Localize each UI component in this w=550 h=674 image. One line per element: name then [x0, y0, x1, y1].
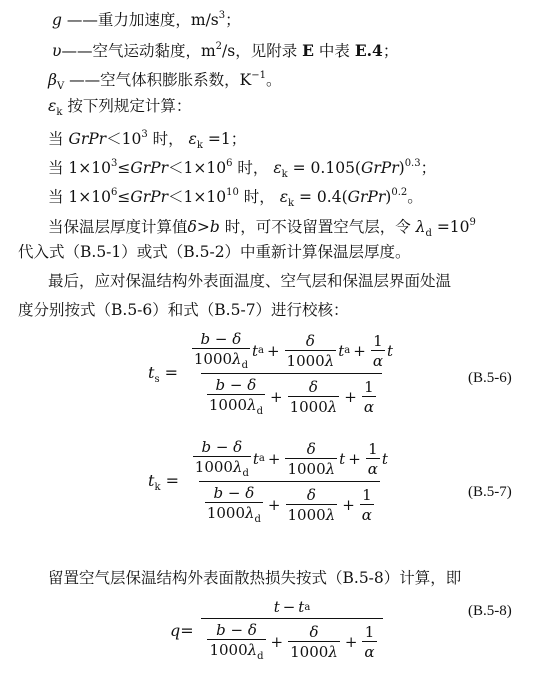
case-1: 当 $GrPr<10^3$ 时， $\varepsilon_k =1$；	[48, 129, 247, 151]
def-v: υ——空气运动黏度，$m^2/s$，见附录 E 中表 E.4；	[52, 41, 399, 60]
para-1-line-2: 代入式（B.5-1）或式（B.5-2）中重新计算保温层厚度。	[18, 243, 411, 261]
equation-b5-8: q= t − t a $\frac{b - \delta}{1000\lambda_d}$ + $\frac{\delta}{1000\lambda}$ + $\frac{1}{\alpha}$	[170, 598, 383, 662]
case-2: 当 $1\times 10^3\le GrPr<1\times 10^6$ 时， $\varepsilon_k$ = 0.105(GrPr)$^{0.3}$；	[48, 158, 437, 180]
eps-intro: $\varepsilon_k$ 按下列规定计算：	[48, 97, 192, 118]
para-2-line-1: 最后，应对保温结构外表面温度、空气层和保温层界面处温	[48, 272, 452, 290]
equation-b5-6: $t_s$ = $\frac{b - \delta}{1000\lambda_d}$ t a + $\frac{\delta}{1000\lambda}$ t a + $\frac{1}{\alpha}$ t $\frac{b - \delta}{1000\lambda_d}$ + $\frac{\delta}{1000\lambda}$ + $\frac{1}{\alpha}$	[148, 330, 393, 417]
equation-number-b5-6: (B.5-6)	[468, 370, 512, 386]
para-3-line-1: 留置空气层保温结构外表面散热损失按式（B.5-8）计算，即	[48, 569, 462, 587]
def-g: g ——重力加速度，$m/s^3$；	[52, 10, 241, 29]
equation-number-b5-8: (B.5-8)	[468, 603, 512, 619]
para-2-line-2: 度分别按式（B.5-6）和式（B.5-7）进行校核：	[18, 301, 349, 319]
case-3: 当 $1\times 10^6\le GrPr<1\times 10^{10}$ 时， $\varepsilon_k$ = 0.4(GrPr)$^{0.2}$。	[48, 187, 423, 209]
para-1-line-1: 当保温层厚度计算值δ>b 时，可不设留置空气层，令 $\lambda_d =10^9$	[48, 217, 476, 239]
def-beta: $\beta_V$ ——空气体积膨胀系数，$K^{-1}$。	[48, 70, 282, 92]
equation-number-b5-7: (B.5-7)	[468, 484, 512, 500]
equation-b5-7: $t_k$ = $\frac{b - \delta}{1000\lambda_d}$ t a + $\frac{\delta}{1000\lambda}$ t + $\frac{1}{\alpha}$ t $\frac{b - \delta}{1000\lambda_d}$ + $\frac{\delta}{1000\lambda}$ + $\frac{1}{\alpha}$	[148, 438, 388, 525]
